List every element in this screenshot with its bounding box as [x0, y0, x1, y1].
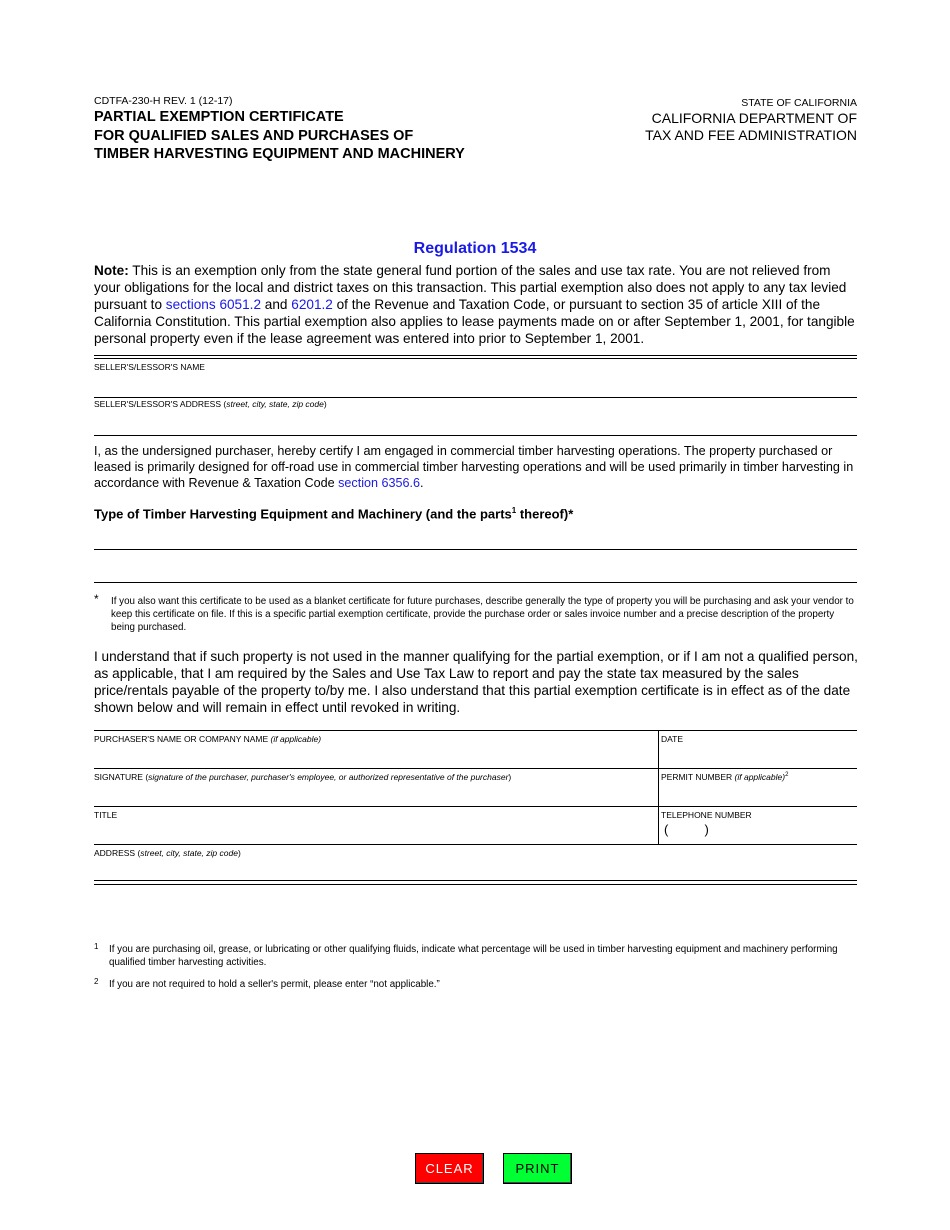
- purchaser-name-label-text: PURCHASER'S NAME OR COMPANY NAME: [94, 734, 271, 744]
- purchaser-address-close: ): [237, 848, 241, 858]
- date-field[interactable]: [661, 731, 857, 768]
- equipment-heading: [94, 506, 573, 521]
- agency-block: [645, 97, 857, 143]
- understand-paragraph: I understand that if such property is not used in the manner qualifying for the partial exemption, or if I am not a qualified person, as applicable, that I am required by the Sales and Use Tax Law to report and pay the state tax measured by the sales price/rentals payable of the property to/by me. I also understand that this partial exemption certificate is in effect as of the date shown below and will remain in effect until revoked in writing.: [94, 649, 858, 715]
- section-6356-6-link[interactable]: section 6356.6: [338, 476, 421, 490]
- divider: [658, 731, 659, 768]
- footnote-1-text: If you are purchasing oil, grease, or lubricating or other qualifying fluids, indicate what percentage will be used in timber harvesting equipment and machinery performing qualified timber harvesting activities.: [109, 944, 838, 968]
- equipment-heading-text-1: Type of Timber Harvesting Equipment and Machinery (and the parts: [94, 506, 512, 522]
- purchaser-name-field[interactable]: [94, 731, 658, 768]
- asterisk: *: [94, 592, 99, 606]
- form-title: [94, 108, 465, 164]
- seller-name-label: SELLER'S/LESSOR'S NAME: [94, 362, 205, 372]
- department-line-2: TAX AND FEE ADMINISTRATION: [645, 126, 857, 143]
- note-text-3: of the Revenue and Taxation Code, or pursuant to section 35 of article XIII of the California Constitution. This partial exemption also applies to lease payments made on or after September 1, 2001, for tangible personal property even if the lease agreement was entered into prior to September 1, 2001.: [94, 297, 855, 346]
- permit-hint: (if applicable): [734, 772, 786, 782]
- certify-text-1: I, as the undersigned purchaser, hereby certify I am engaged in commercial timber harvesting operations. The property purchased or leased is primarily designed for off-road use in commercial timber harvesting operations and will be used primarily in timber harvesting in accordance with Revenue & Taxation Code: [94, 444, 854, 490]
- equipment-field-1[interactable]: [94, 527, 857, 549]
- telephone-field[interactable]: [661, 807, 857, 844]
- seller-address-close: ): [323, 399, 327, 409]
- purchaser-name-hint: (if applicable): [270, 734, 322, 744]
- signature-hint: signature of the purchaser, purchaser's employee, or authorized representative of the purchaser: [148, 772, 509, 782]
- signature-label: [94, 772, 511, 782]
- signature-label-text: SIGNATURE (: [94, 772, 149, 782]
- divider: [94, 880, 857, 881]
- section-6201-2-link[interactable]: 6201.2: [291, 297, 333, 312]
- telephone-label: TELEPHONE NUMBER: [661, 810, 752, 820]
- divider: [658, 807, 659, 844]
- purchaser-row-1: [94, 730, 857, 768]
- seller-address-label: [94, 399, 327, 409]
- print-button[interactable]: PRINT: [503, 1153, 572, 1184]
- note-paragraph: [94, 262, 859, 347]
- purchaser-address-label-text: ADDRESS (: [94, 848, 141, 858]
- clear-button[interactable]: CLEAR: [415, 1153, 484, 1184]
- note-label: Note:: [94, 263, 129, 278]
- department-line-1: CALIFORNIA DEPARTMENT OF: [651, 110, 857, 126]
- seller-address-label-text: SELLER'S/LESSOR'S ADDRESS (: [94, 399, 227, 409]
- note-text-2: and: [261, 297, 292, 312]
- note-text-1: This is an exemption only from the state general fund portion of the sales and use tax rate. You are not relieved from your obligations for the local and district taxes on this transaction. This partial exemption also does not apply to any tax levied pursuant to: [94, 263, 847, 312]
- divider: [658, 769, 659, 806]
- purchaser-name-label: [94, 734, 321, 744]
- divider: [94, 582, 857, 583]
- form-id: CDTFA-230-H REV. 1 (12-17): [94, 95, 233, 107]
- seller-name-field[interactable]: [94, 372, 857, 396]
- purchaser-row-4: [94, 844, 857, 882]
- footnote-2-text: If you are not required to hold a seller's permit, please enter “not applicable.”: [109, 979, 440, 990]
- purchaser-row-2: [94, 768, 857, 806]
- form-title-line-2: FOR QUALIFIED SALES AND PURCHASES OF: [94, 127, 414, 144]
- seller-address-field[interactable]: [94, 410, 857, 434]
- signature-close: ): [508, 772, 512, 782]
- footnote-2-number: 2: [94, 977, 99, 986]
- certify-paragraph: [94, 443, 859, 491]
- regulation-link[interactable]: Regulation 1534: [413, 240, 537, 257]
- divider: [94, 358, 857, 359]
- form-title-line-3: TIMBER HARVESTING EQUIPMENT AND MACHINERY: [94, 146, 465, 162]
- equipment-heading-sup: 1: [511, 506, 517, 515]
- footnote-1: [94, 943, 859, 969]
- permit-number-field[interactable]: [661, 769, 857, 806]
- date-label: DATE: [661, 734, 684, 744]
- certify-text-2: .: [420, 476, 424, 490]
- form-title-line-1: PARTIAL EXEMPTION CERTIFICATE: [94, 109, 344, 125]
- purchaser-grid: [94, 730, 857, 882]
- purchaser-address-hint: street, city, state, zip code: [140, 848, 238, 858]
- title-label: TITLE: [94, 810, 118, 820]
- purchaser-row-3: [94, 806, 857, 844]
- permit-sup: 2: [785, 772, 789, 779]
- state-label: STATE OF CALIFORNIA: [741, 97, 857, 109]
- signature-field[interactable]: [94, 769, 658, 806]
- divider: [94, 549, 857, 550]
- footnote-2: [94, 978, 859, 991]
- divider: [94, 397, 857, 398]
- equipment-field-2[interactable]: [94, 560, 857, 582]
- section-6051-2-link[interactable]: sections 6051.2: [165, 297, 262, 312]
- divider: [94, 435, 857, 436]
- telephone-value: ( ): [664, 822, 709, 837]
- equipment-heading-text-2: thereof)*: [516, 506, 574, 522]
- blanket-note: If you also want this certificate to be used as a blanket certificate for future purchases, describe generally the type of property you will be purchasing and ask your vendor to keep this certificate on file. If this is a specific partial exemption certificate, provide the purchase order or sales invoice number and a precise description of the property being purchased.: [111, 596, 854, 633]
- purchaser-address-field[interactable]: [94, 845, 857, 882]
- seller-address-hint: street, city, state, zip code: [226, 399, 324, 409]
- footnote-1-number: 1: [94, 942, 99, 951]
- divider: [94, 355, 857, 356]
- purchaser-address-label: [94, 848, 241, 858]
- permit-label: [661, 772, 788, 782]
- title-field[interactable]: [94, 807, 658, 844]
- divider: [94, 884, 857, 885]
- permit-label-text: PERMIT NUMBER: [661, 772, 735, 782]
